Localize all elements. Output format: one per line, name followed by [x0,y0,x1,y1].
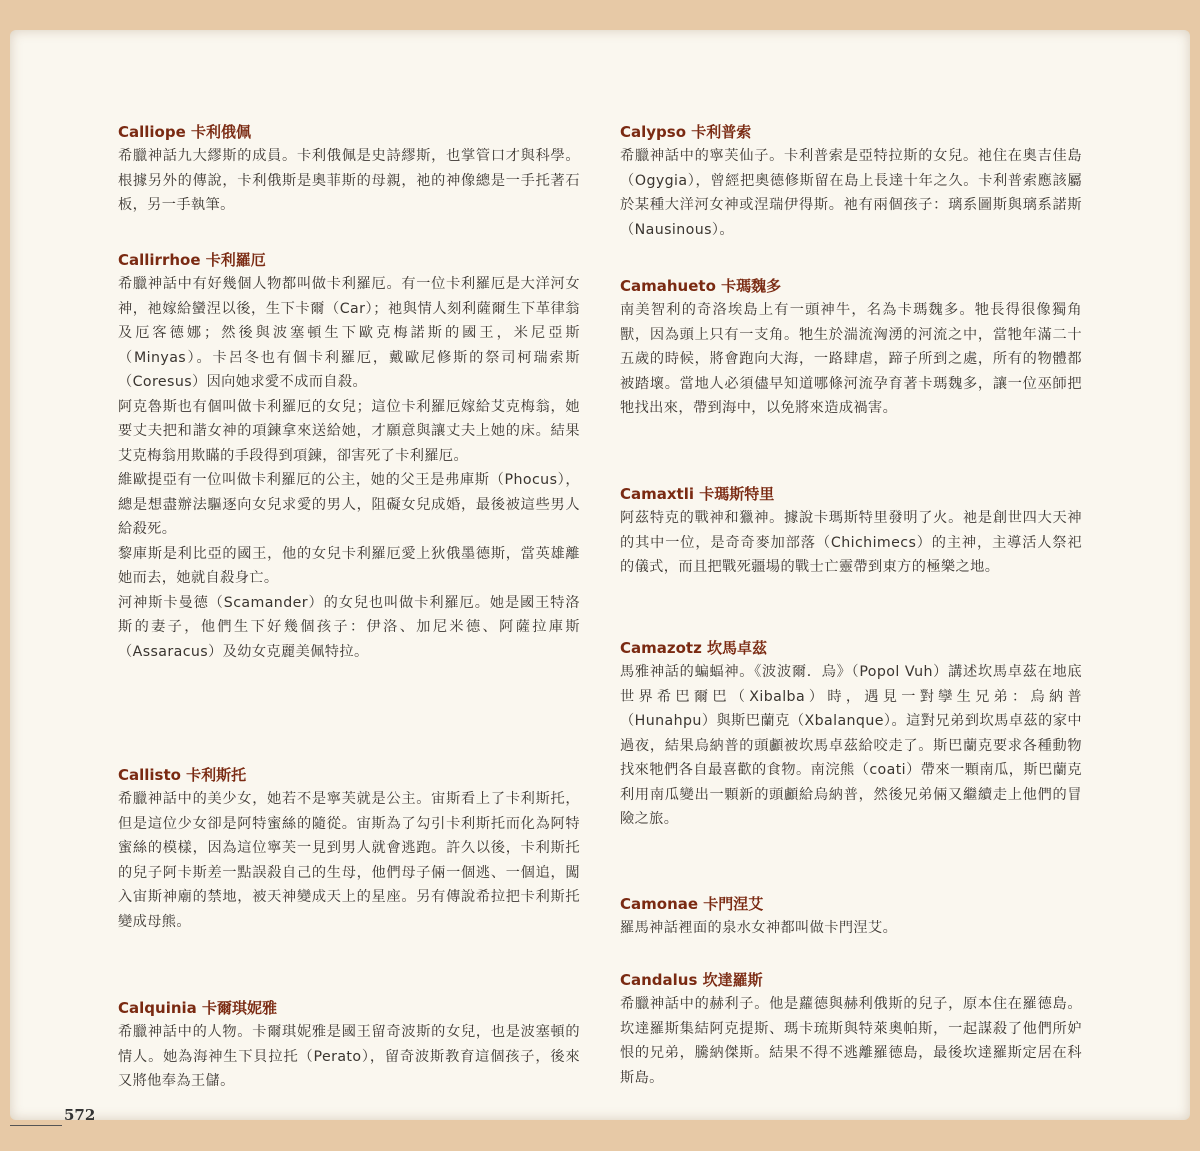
entry-text: 羅馬神話裡面的泉水女神都叫做卡門涅艾。 [620,920,898,936]
entry-text: 希臘神話九大繆斯的成員。卡利俄佩是史詩繆斯，也掌管口才與科學。根據另外的傳說，卡利俄斯是奧菲斯的母親，祂的神像總是一手托著石板，另一手執筆。 [118,148,580,213]
entry-title: Camahueto 卡瑪魏多 [620,277,782,295]
page-number: 572 [64,1106,96,1124]
entry-title: Camaxtli 卡瑪斯特里 [620,485,775,503]
entry-text: 阿克魯斯也有個叫做卡利羅厄的女兒；這位卡利羅厄嫁給艾克梅翁，她要丈夫把和諧女神的項鍊拿來送給她，才願意與讓丈夫上她的床。結果艾克梅翁用欺瞞的手段得到項鍊，卻害死了卡利羅厄。 [118,398,580,464]
book-page [10,30,1190,1120]
entry-calliope [118,122,580,218]
entry-text: 南美智利的奇洛埃島上有一頭神牛，名為卡瑪魏多。牠長得很像獨角獸，因為頭上只有一支角。牠生於湍流洶湧的河流之中，當牠年滿二十五歲的時候，將會跑向大海，一路肆虐，蹄子所到之處，所有的物體都被踏壞。當地人必須儘早知道哪條河流孕育著卡瑪魏多，讓一位巫師把牠找出來，帶到海中，以免將來造成禍害。 [620,302,1082,416]
entry-title: Camonae 卡門涅艾 [620,895,764,913]
entry-text: 河神斯卡曼德（Scamander）的女兒也叫做卡利羅厄。她是國王特洛斯的妻子，他們生下好幾個孩子：伊洛、加尼米德、阿薩拉庫斯（Assaracus）及幼女克麗美佩特拉。 [118,594,580,660]
entry-title: Calliope 卡利俄佩 [118,123,251,141]
entry-title: Callirrhoe 卡利羅厄 [118,251,266,269]
entry-calquinia [118,998,580,1094]
entry-callisto [118,765,580,934]
entry-camaxtli [620,484,1082,580]
entry-text: 馬雅神話的蝙蝠神。《波波爾．烏》（Popol Vuh）講述坎馬卓茲在地底世界希巴爾巴（Xibalba）時，遇見一對孿生兄弟：烏納普（Hunahpu）與斯巴蘭克（Xbalanque）。這對兄弟到坎馬卓茲的家中過夜，結果烏納普的頭顱被坎馬卓茲給咬走了。斯巴蘭克要求各種動物找來牠們各自最喜歡的食物。南浣熊（coati）帶來一顆南瓜，斯巴蘭克利用南瓜變出一顆新的頭顱給烏納普，然後兄弟倆又繼續走上他們的冒險之旅。 [620,664,1082,827]
entry-title: Candalus 坎達羅斯 [620,971,763,989]
entry-title: Callisto 卡利斯托 [118,766,247,784]
entry-title: Calquinia 卡爾琪妮雅 [118,999,277,1017]
entry-calypso [620,122,1082,242]
entry-text: 希臘神話中的赫利子。他是蘿德與赫利俄斯的兒子，原本住在羅德島。坎達羅斯集結阿克提斯、瑪卡琉斯與特萊奧帕斯，一起謀殺了他們所妒恨的兄弟，騰納傑斯。結果不得不逃離羅德島，最後坎達羅斯定居在科斯島。 [620,996,1082,1086]
entry-text: 維歐提亞有一位叫做卡利羅厄的公主，她的父王是弗庫斯（Phocus），總是想盡辦法驅逐向女兒求愛的男人，阻礙女兒成婚，最後被這些男人給殺死。 [118,472,580,537]
entry-title: Camazotz 坎馬卓茲 [620,639,768,657]
entry-text: 希臘神話中的寧芙仙子。卡利普索是亞特拉斯的女兒。祂住在奧吉佳島（Ogygia），曾經把奧德修斯留在島上長達十年之久。卡利普索應該屬於某種大洋河女神或涅瑞伊得斯。祂有兩個孩子：璃系圖斯與璃系諾斯（Nausinous）。 [620,148,1082,238]
entry-candalus [620,970,1082,1090]
entry-camonae [620,894,1082,941]
entry-text: 黎庫斯是利比亞的國王，他的女兒卡利羅厄愛上狄俄墨德斯，當英雄離她而去，她就自殺身亡。 [118,545,580,586]
page-number-rule [10,1125,62,1126]
entry-text: 希臘神話中的美少女，她若不是寧芙就是公主。宙斯看上了卡利斯托，但是這位少女卻是阿特蜜絲的隨從。宙斯為了勾引卡利斯托而化為阿特蜜絲的模樣，因為這位寧芙一見到男人就會逃跑。許久以後，卡利斯托的兒子阿卡斯差一點誤殺自己的生母，他們母子倆一個逃、一個追，闖入宙斯神廟的禁地，被天神變成天上的星座。另有傳說希拉把卡利斯托變成母熊。 [118,791,580,930]
entry-callirrhoe [118,250,580,664]
entry-text: 希臘神話中的人物。卡爾琪妮雅是國王留奇波斯的女兒，也是波塞頓的情人。她為海神生下貝拉托（Perato），留奇波斯教育這個孩子，後來又將他奉為王儲。 [118,1024,580,1089]
entry-text: 阿茲特克的戰神和獵神。據說卡瑪斯特里發明了火。祂是創世四大天神的其中一位，是奇奇麥加部落（Chichimecs）的主神，主導活人祭祀的儀式，而且把戰死疆場的戰士亡靈帶到東方的極樂之地。 [620,510,1082,575]
entry-title: Calypso 卡利普索 [620,123,752,141]
entry-camahueto [620,276,1082,421]
entry-text: 希臘神話中有好幾個人物都叫做卡利羅厄。有一位卡利羅厄是大洋河女神，祂嫁給蠻涅以後，生下卡爾（Car）；祂與情人刻利薩爾生下革律翁及厄客德娜；然後與波塞頓生下歐克梅諾斯的國王，米尼亞斯（Minyas）。卡呂冬也有個卡利羅厄，戴歐尼修斯的祭司柯瑞索斯（Coresus）因向她求愛不成而自殺。 [118,276,580,390]
entry-camazotz [620,638,1082,832]
